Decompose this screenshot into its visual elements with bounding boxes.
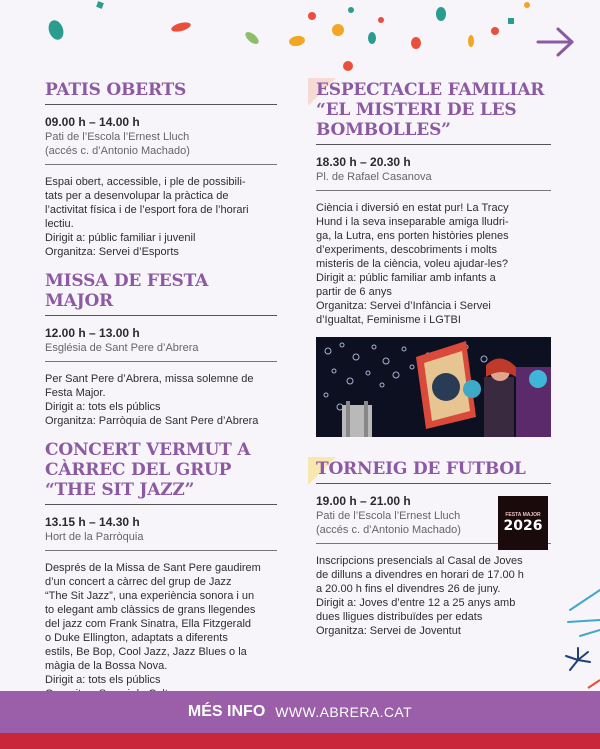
event-espectacle-familiar xyxy=(316,80,551,437)
event-time: 09.00 h – 14.00 h xyxy=(45,115,140,129)
event-title: TORNEIG DE FUTBOL xyxy=(316,459,551,484)
event-location: Església de Sant Pere d’Abrera xyxy=(45,342,199,354)
photo-illustration xyxy=(316,337,551,437)
event-title: MISSA DE FESTA MAJOR xyxy=(45,271,277,316)
event-location: Hort de la Parròquia xyxy=(45,531,144,543)
event-description: Per Sant Pere d’Abrera, missa solemne de Festa Major. Dirigit a: tots els públics Organitza: Parròquia de Sant Pere d’Abrera xyxy=(45,373,259,427)
arrow-right-icon[interactable] xyxy=(536,24,576,60)
footer-bar xyxy=(0,691,600,733)
event-title: ESPECTACLE FAMILIAR “EL MISTERI DE LES BOMBOLLES” xyxy=(316,80,551,145)
festa-major-poster xyxy=(498,496,548,550)
event-title: CONCERT VERMUT A CÀRREC DEL GRUP “THE SIT JAZZ” xyxy=(45,440,277,505)
firework-decoration xyxy=(550,560,600,690)
website-link[interactable]: WWW.ABRERA.CAT xyxy=(275,704,413,720)
event-time: 13.15 h – 14.30 h xyxy=(45,515,140,529)
event-location: Pati de l’Escola l’Ernest Lluch (accés c. d’Antonio Machado) xyxy=(316,510,461,536)
event-location: Pati de l’Escola l’Ernest Lluch (accés c. d’Antonio Machado) xyxy=(45,131,190,157)
left-column xyxy=(45,80,277,713)
divider xyxy=(45,550,277,551)
event-time: 18.30 h – 20.30 h xyxy=(316,155,411,169)
bubble-show-photo xyxy=(316,337,551,437)
bottom-color-strip xyxy=(0,733,600,749)
poster-caption: FESTA MAJOR xyxy=(505,512,541,518)
divider xyxy=(316,190,551,191)
confetti-decoration xyxy=(0,0,600,80)
event-time: 19.00 h – 21.00 h xyxy=(316,494,411,508)
divider xyxy=(45,164,277,165)
event-details xyxy=(316,494,551,537)
event-torneig-futbol xyxy=(316,459,551,638)
event-concert-vermut xyxy=(45,440,277,701)
event-description: Espai obert, accessible, i ple de possibili- tats per a desenvolupar la pràctica de l’activitat física i de l’esport fora de l’horari lectiu. Dirigit a: públic familiar i juvenil Organitza: Servei d’Esports xyxy=(45,176,249,258)
event-missa xyxy=(45,271,277,428)
more-info-label: MÉS INFO xyxy=(187,703,266,720)
event-description: Després de la Missa de Sant Pere gaudirem d’un concert a càrrec del grup de Jazz “The Sit Jazz”, una experiència sonora i un to elegant amb clàssics de grans llegendes del jazz com Frank Sinatra, Ella Fitzgerald o Duke Ellington, adaptats a diferents estils, Be Bop, Cool Jazz, Jazz Blues o la màgia de la Bossa Nova. Dirigit a: tots els públics xyxy=(45,562,261,686)
event-patis-oberts xyxy=(45,80,277,259)
event-location: Pl. de Rafael Casanova xyxy=(316,171,432,183)
event-time: 12.00 h – 13.00 h xyxy=(45,326,140,340)
event-title: PATIS OBERTS xyxy=(45,80,277,105)
event-description: Ciència i diversió en estat pur! La Tracy Hund i la seva inseparable amiga lludri- ga, la Lutra, ens porten històries plenes d’experiments, descobriments i molts misteris de la ciència, voleu ajudar-les? Dirigit a: públic familiar amb infants a partir de 6 anys Organitza: Servei d’Infància i Servei d’Igualtat, Feminisme i LGTBI xyxy=(316,202,509,326)
right-column xyxy=(316,80,551,650)
divider xyxy=(45,361,277,362)
event-description: Inscripcions presencials al Casal de Joves de dilluns a divendres en horari de 17.00 h a 20.00 h fins el divendres 26 de juny. Dirigit a: Joves d’entre 12 a 25 anys amb dues lligues distribuïdes per edats Organitza: Servei de Joventut xyxy=(316,555,524,637)
poster-year: 2026 xyxy=(503,518,543,534)
